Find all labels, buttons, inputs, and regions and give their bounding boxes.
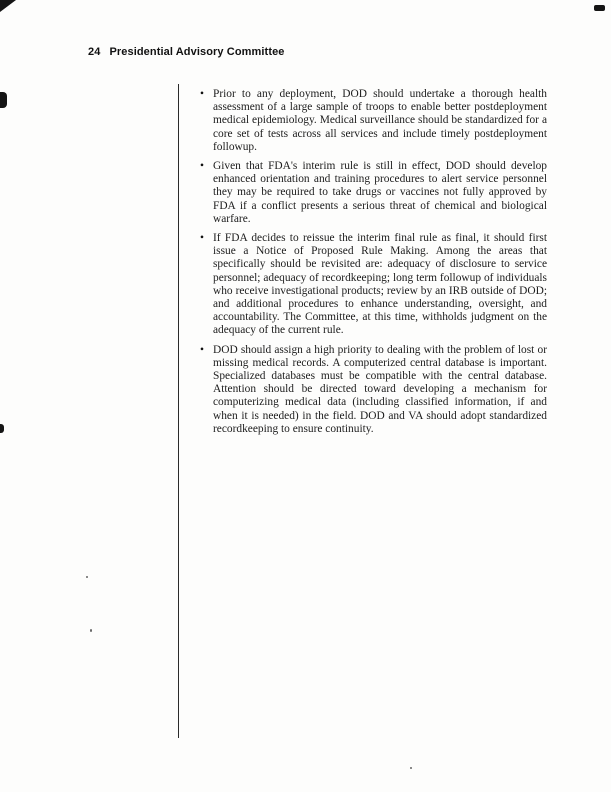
- bullet-text: Prior to any deployment, DOD should undertake a thorough health assessment of a large sample of troops to enable better postdeployment medical epidemiology. Medical surveillance should be standardized for a core set of tests across all services and include timely postdeployment followup.: [213, 88, 547, 153]
- bullet-text: Given that FDA's interim rule is still in effect, DOD should develop enhanced orientation and training procedures to alert service personnel they may be required to take drugs or vaccines not fully approved by FDA if a conflict presents a serious threat of chemical and biological warfare.: [213, 160, 547, 225]
- bullet-list: [199, 88, 547, 442]
- scan-artifact: [0, 92, 7, 108]
- page-number: 24: [88, 46, 101, 58]
- bullet-text: If FDA decides to reissue the interim final rule as final, it should first issue a Notice of Proposed Rule Making. Among the areas that specifically should be revisited are: adequacy of disclosure to service personnel; adequacy of recordkeeping; long term followup of individuals who receive investigational products; review by an IRB outside of DOD; and additional procedures to enhance understanding, oversight, and accountability. The Committee, at this time, withholds judgment on the adequacy of the current rule.: [213, 232, 547, 337]
- scan-artifact: [0, 0, 16, 12]
- scan-speck: [410, 767, 412, 769]
- scan-speck: [90, 629, 92, 632]
- scan-artifact: [0, 424, 4, 433]
- scan-artifact: [594, 5, 605, 11]
- bullet-item: [199, 160, 547, 226]
- running-head-title: Presidential Advisory Committee: [109, 46, 285, 58]
- vertical-rule: [178, 84, 179, 738]
- page-header: [88, 46, 285, 58]
- bullet-text: DOD should assign a high priority to dealing with the problem of lost or missing medical records. A computerized central database is important. Specialized databases must be compatible with the central database. Attention should be directed toward developing a mechanism for computerizing medical data (including classified information, if and when it is needed) in the field. DOD and VA should adopt standardized recordkeeping to ensure continuity.: [213, 343, 547, 435]
- bullet-item: [199, 88, 547, 154]
- scan-speck: [86, 576, 88, 578]
- bullet-item: [199, 344, 547, 436]
- bullet-item: [199, 232, 547, 338]
